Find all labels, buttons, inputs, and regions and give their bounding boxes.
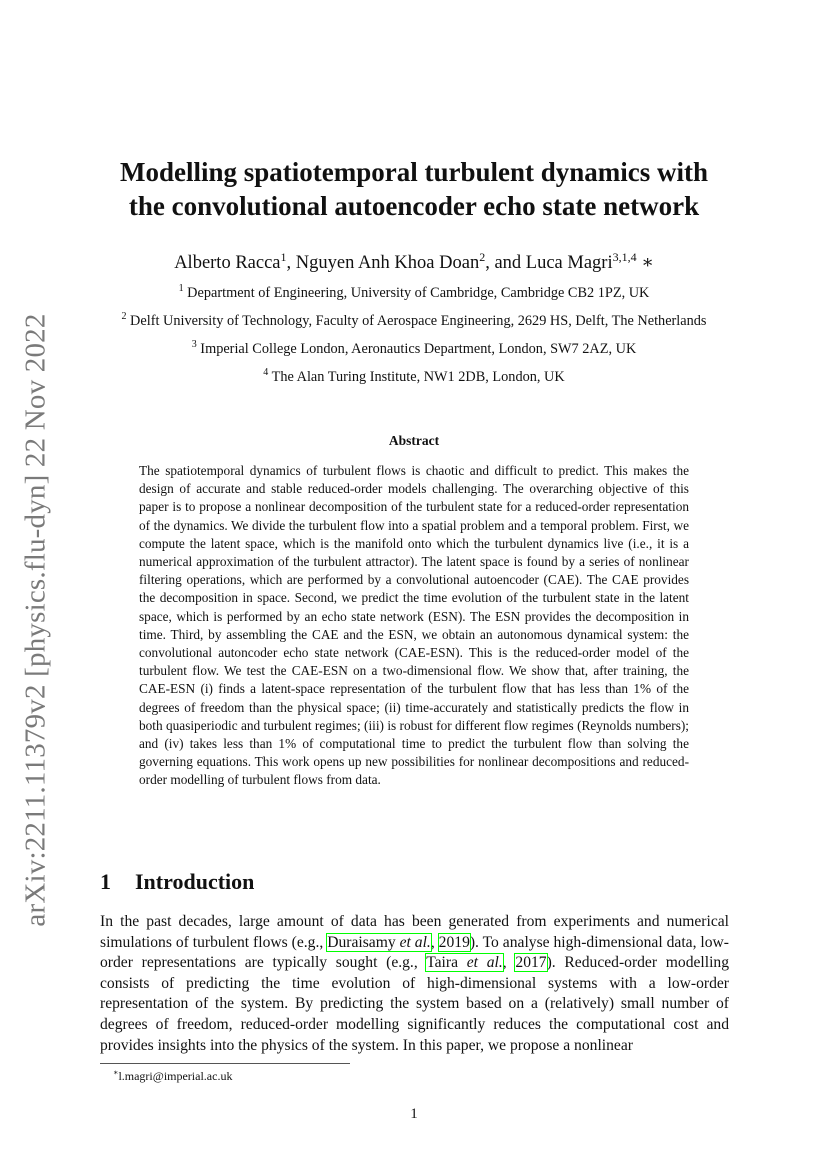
affiliation-mark: 1 bbox=[178, 283, 184, 294]
author-separator: ∗ bbox=[636, 253, 654, 274]
affiliation-text: Imperial College London, Aeronautics Department, London, SW7 2AZ, UK bbox=[196, 340, 637, 357]
citation-separator: , bbox=[430, 933, 439, 951]
abstract-body: The spatiotemporal dynamics of turbulent flows is chaotic and difficult to predict. This makes the design of accurate and stable reduced-order models challenging. The overarching objective of this paper is to propose a nonlinear decomposition of the turbulent state for a reduced-order representation of the dynamics. We divide the turbulent flow into a spatial problem and a temporal problem. First, we compute the latent space, which is the manifold onto which the turbulent dynamics live (i.e., it is a numerical approximation of the turbulent attractor). The latent space is found by a series of nonlinear filtering operations, which are performed by a convolutional autoencoder (CAE). The CAE provides the decomposition in space. Second, we predict the time evolution of the turbulent state in the latent space, which is performed by an echo state network (ESN). The ESN provides the decomposition in time. Third, by assembling the CAE and the ESN, we obtain an autonomous dynamical system: the convolutional autoncoder echo state network (CAE-ESN). This is the reduced-order model of the turbulent flow. We test the CAE-ESN on a two-dimensional flow. We show that, after training, the CAE-ESN (i) finds a latent-space representation of the turbulent flow that has less than 1% of the degrees of freedom than the physical space; (ii) time-accurately and statistically predicts the flow in both quasiperiodic and turbulent regimes; (iii) is robust for different flow regimes (Reynolds numbers); and (iv) takes less than 1% of computational time to predict the turbulent flow than solving the governing equations. This work opens up new possibilities for nonlinear decompositions and reduced-order modelling of turbulent flows from data. bbox=[139, 463, 689, 788]
author-separator: , and bbox=[485, 253, 526, 274]
affiliation bbox=[100, 333, 728, 361]
arxiv-identifier-text: arXiv:2211.11379v2 [physics.flu-dyn] 22 Nov 2022 bbox=[19, 313, 52, 927]
paper-title bbox=[100, 155, 728, 223]
author-list bbox=[100, 250, 728, 274]
affiliation-mark: 3 bbox=[191, 339, 197, 351]
author-affil-mark: 1 bbox=[280, 250, 287, 264]
citation-etal: et al. bbox=[399, 933, 431, 951]
arxiv-identifier bbox=[8, 313, 64, 927]
citation-etal: et al. bbox=[466, 954, 503, 972]
footnote bbox=[113, 1068, 232, 1084]
section-heading bbox=[100, 869, 254, 895]
citation-link-duraisamy[interactable] bbox=[327, 934, 431, 951]
citation-author: Duraisamy bbox=[327, 933, 400, 951]
affiliation-mark: 4 bbox=[263, 367, 269, 379]
affiliation bbox=[100, 277, 728, 305]
page-number: 1 bbox=[410, 1106, 418, 1122]
footnote-rule bbox=[100, 1063, 350, 1064]
intro-text: ). To analyse high-dimensional data, low-order representations are typically sought (e.g., bbox=[100, 933, 729, 972]
author-name: Alberto Racca bbox=[174, 253, 281, 274]
citation-separator: , bbox=[502, 954, 516, 972]
intro-paragraph bbox=[100, 912, 729, 1056]
author-affil-mark: 3,1,4 bbox=[612, 250, 637, 264]
footnote-mark: ∗ bbox=[113, 1068, 119, 1077]
affiliation-text: Department of Engineering, University of Cambridge, Cambridge CB2 1PZ, UK bbox=[183, 284, 650, 301]
author-affil-mark: 2 bbox=[479, 250, 486, 264]
citation-year-link[interactable]: 2017 bbox=[515, 954, 547, 972]
abstract-heading: Abstract bbox=[388, 433, 440, 448]
citation-link-taira[interactable] bbox=[426, 954, 503, 971]
title-line-2: the convolutional autoencoder echo state network bbox=[128, 191, 700, 221]
affiliation-text: The Alan Turing Institute, NW1 2DB, London, UK bbox=[268, 368, 565, 385]
footnote-email: l.magri@imperial.ac.uk bbox=[118, 1069, 233, 1083]
author-separator: , bbox=[286, 253, 296, 274]
affiliation-mark: 2 bbox=[121, 311, 127, 323]
affiliation bbox=[100, 305, 728, 333]
section-title: Introduction bbox=[135, 869, 255, 894]
affiliation-text: Delft University of Technology, Faculty of Aerospace Engineering, 2629 HS, Delft, The Netherlands bbox=[126, 312, 707, 329]
affiliation-list bbox=[100, 277, 728, 389]
title-line-1: Modelling spatiotemporal turbulent dynamics with bbox=[119, 157, 709, 187]
affiliation bbox=[100, 361, 728, 389]
author-name: Nguyen Anh Khoa Doan bbox=[295, 253, 480, 274]
intro-text: ). Reduced-order modelling consists of predicting the time evolution of high-dimensional systems with a low-order representation of the system. By predicting the system based on a (relatively) small number of degrees of freedom, reduced-order modelling significantly reduces the computational cost and provides insights into the physics of the system. In this paper, we propose a nonlinear bbox=[100, 954, 730, 1054]
citation-author: Taira bbox=[426, 954, 467, 972]
intro-text: In the past decades, large amount of data has been generated from experiments and numerical simulations of turbulent flows (e.g., bbox=[100, 913, 729, 951]
citation-year-link[interactable]: 2019 bbox=[438, 933, 470, 951]
author-name: Luca Magri bbox=[525, 253, 613, 274]
section-number: 1 bbox=[100, 869, 111, 894]
